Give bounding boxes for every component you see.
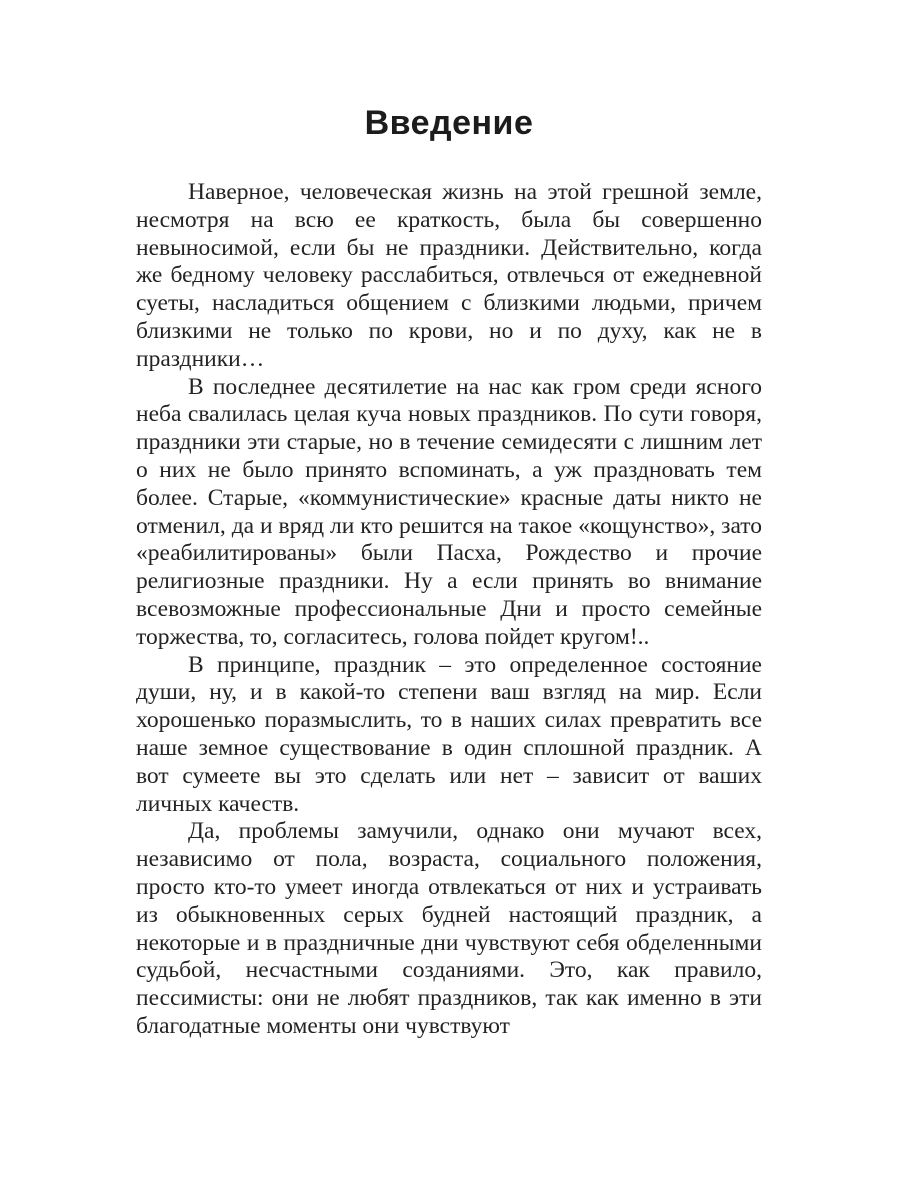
paragraph-4: Да, проблемы замучили, однако они мучают всех, независимо от пола, возраста, социального положения, просто кто-то умеет иногда отвлекаться от них и устраивать из обыкновенных серых будней настоящий праздник, а некоторые и в праздничные дни чувствуют себя обделенными судьбой, несчастными созданиями. Это, как правило, пессимисты: они не любят праздников, так как именно в эти благодатные моменты они чувствуют [136, 818, 762, 1039]
text-block [136, 103, 762, 1041]
chapter-title: Введение [364, 104, 534, 142]
paragraph-3: В принципе, праздник – это определенное состояние души, ну, и в какой-то степени ваш взгляд на мир. Если хорошенько поразмыслить, то в наших силах превратить все наше земное существование в один сплошной праздник. А вот сумеете вы это сделать или нет – зависит от ваших личных качеств. [136, 651, 762, 817]
paragraph-1: Наверное, человеческая жизнь на этой грешной земле, несмотря на всю ее краткость, была бы совершенно невыносимой, если бы не праздники. Действительно, когда же бедному человеку расслабиться, отвлечься от ежедневной суеты, насладиться общением с близкими людьми, причем близкими не только по крови, но и по духу, как не в праздники… [136, 179, 762, 372]
paragraph-2: В последнее десятилетие на нас как гром среди ясного неба свалилась целая куча новых праздников. По сути говоря, праздники эти старые, но в течение семидесяти с лишним лет о них не было принято вспоминать, а уж праздновать тем более. Старые, «коммунистические» красные даты никто не отменил, да и вряд ли кто решится на такое «кощунство», зато «реабилитированы» были Пасха, Рождество и прочие религиозные праздники. Ну а если принять во внимание всевозможные профессиональные Дни и просто семейные торжества, то, согласитесь, голова пойдет кругом!.. [136, 373, 762, 650]
